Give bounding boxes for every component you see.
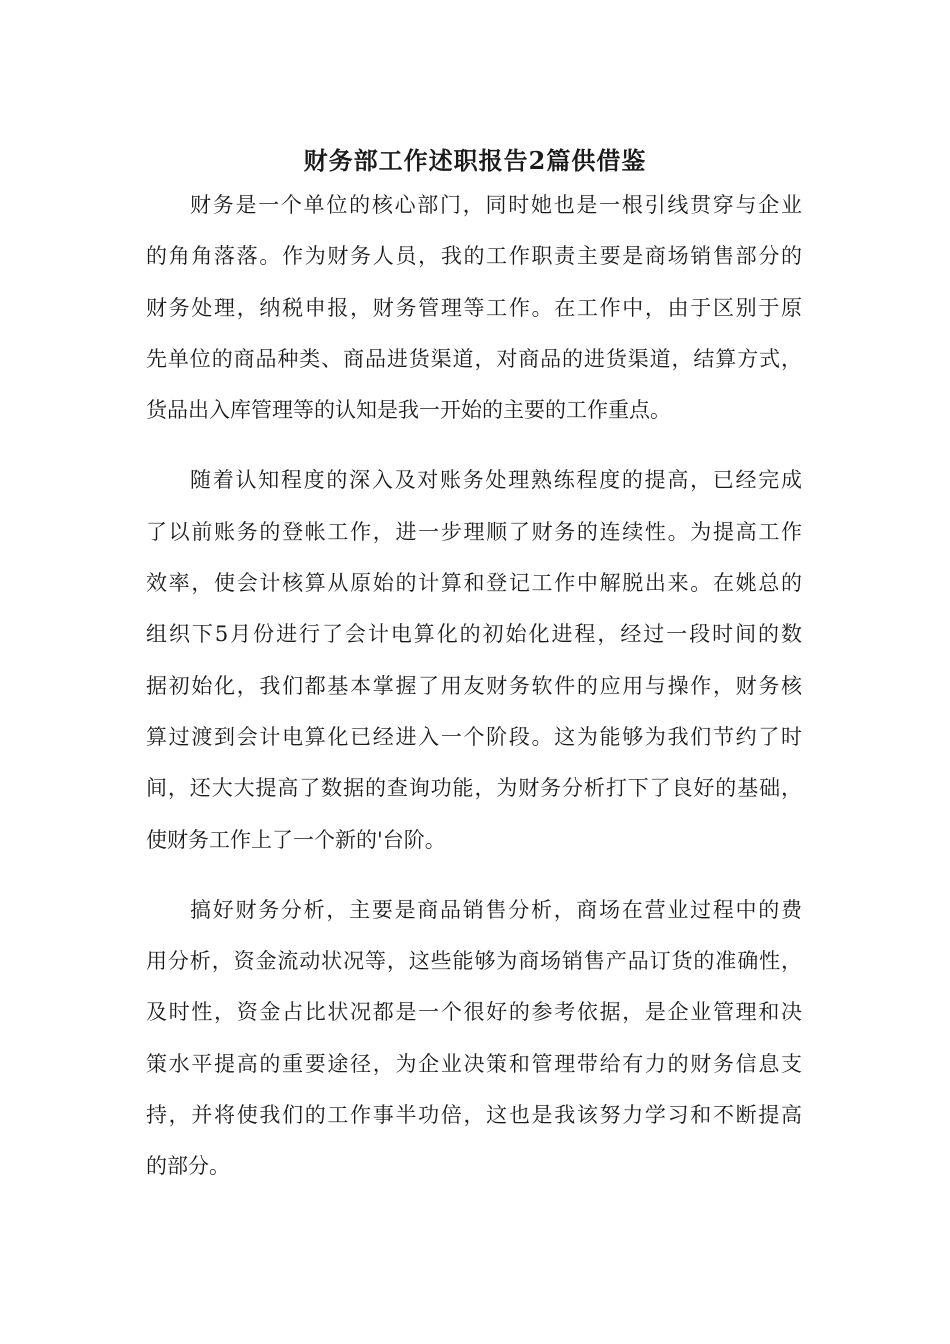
- paragraph-line: 用分析，资金流动状况等，这些能够为商场销售产品订货的准确性，: [146, 949, 802, 974]
- paragraph-line: 据初始化，我们都基本掌握了用友财务软件的应用与操作，财务核: [146, 673, 802, 698]
- paragraph-1: [146, 180, 802, 436]
- paragraph-line: 持，并将使我们的工作事半功倍，这也是我该努力学习和不断提高: [146, 1103, 802, 1128]
- paragraph-line: 搞好财务分析，主要是商品销售分析，商场在营业过程中的费: [190, 897, 802, 922]
- paragraph-line: 随着认知程度的深入及对账务处理熟练程度的提高，已经完成: [190, 468, 802, 493]
- paragraph-line: 及时性，资金占比状况都是一个很好的参考依据，是企业管理和决: [146, 1000, 802, 1025]
- paragraph-2: [146, 455, 802, 865]
- paragraph-line: 组织下5月份进行了会计电算化的初始化进程，经过一段时间的数: [146, 622, 802, 647]
- paragraph-3: [146, 885, 802, 1193]
- paragraph-line: 算过渡到会计电算化已经进入一个阶段。这为能够为我们节约了时: [146, 724, 802, 749]
- paragraph-line: 的角角落落。作为财务人员，我的工作职责主要是商场销售部分的: [146, 244, 802, 269]
- paragraph-line: 货品出入库管理等的认知是我一开始的主要的工作重点。: [146, 398, 671, 423]
- paragraph-line: 的部分。: [146, 1154, 230, 1179]
- paragraph-line: 效率，使会计核算从原始的计算和登记工作中解脱出来。在姚总的: [146, 571, 802, 596]
- paragraph-line: 财务处理，纳税申报，财务管理等工作。在工作中，由于区别于原: [146, 295, 802, 320]
- paragraph-line: 先单位的商品种类、商品进货渠道，对商品的进货渠道，结算方式，: [146, 346, 802, 371]
- paragraph-line: 财务是一个单位的核心部门，同时她也是一根引线贯穿与企业: [190, 193, 802, 217]
- document-title: 财务部工作述职报告2篇供借鉴: [303, 146, 647, 175]
- paragraph-line: 了以前账务的登帐工作，进一步理顺了财务的连续性。为提高工作: [146, 519, 802, 544]
- paragraph-line: 间，还大大提高了数据的查询功能，为财务分析打下了良好的基础，: [146, 776, 802, 801]
- paragraph-line: 策水平提高的重要途径，为企业决策和管理带给有力的财务信息支: [146, 1051, 802, 1076]
- paragraph-line: 使财务工作上了一个新的'台阶。: [146, 827, 446, 852]
- document-body: [146, 180, 802, 1212]
